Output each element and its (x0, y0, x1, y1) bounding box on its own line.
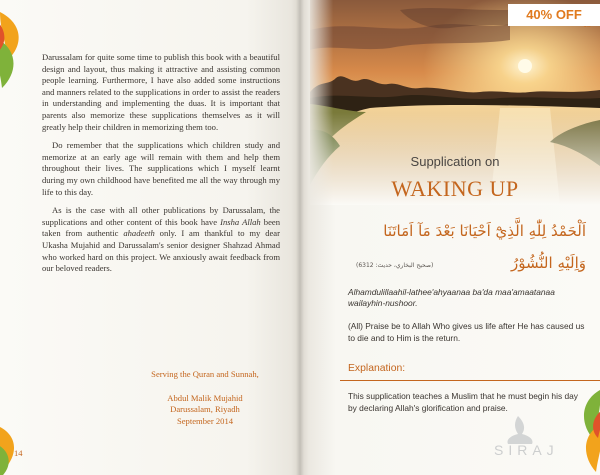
left-page-body (42, 52, 280, 282)
paragraph-2 (42, 140, 280, 198)
signoff-date: September 2014 (176, 415, 234, 426)
paragraph-text: As is the case with all other publications by Darussalam, the supplications and other content of this book have (42, 205, 280, 227)
arabic-hadith-reference: (صحيح البخاري، حديث: 6312) (356, 262, 434, 269)
right-page (300, 0, 600, 475)
italic-term: ahadeeth (123, 228, 155, 239)
arabic-supplication-line-2: وَاِلَيْهِ النُّشُوْرُ (511, 254, 586, 272)
leaf-decoration-icon (0, 8, 34, 98)
author-signoff (130, 369, 280, 427)
book-gutter (296, 0, 304, 475)
supplication-title: WAKING UP (391, 176, 519, 201)
leaf-decoration-icon (562, 380, 600, 475)
sunrise-lake-photo (310, 0, 600, 205)
english-translation: (All) Praise be to Allah Who gives us life after He has caused us to die and to Him is the return. (348, 321, 585, 343)
explanation-heading: Explanation: (348, 363, 406, 374)
arabic-supplication-line-1: اَلْحَمْدُ لِلّٰهِ الَّذِيْٓ اَحْيَانَا بَعْدَ مَآ اَمَاتَنَا (383, 222, 586, 240)
paragraph-1 (42, 52, 280, 133)
signoff-motto: Serving the Quran and Sunnah, (151, 369, 259, 379)
watermark-text: SIRAJ (494, 442, 559, 458)
paragraph-text: Do remember that the supplications which children study and memorize at an early age will remain with them and help them throughout their lives. The supplications which I myself learnt during my own childhood have benefited me all the way through my life to this day. (42, 140, 280, 197)
paragraph-text: Darussalam for quite some time to publish this book with a beautiful design and layout, thus making it attractive and assisting common people learning. Furthermore, I have also added some instructions and manners related to the supplications in order to assist the readers in understanding and implementing the duas. It is important that parents also memorize these supplications themselves as it will greatly help their children in memorizing them too. (42, 52, 280, 132)
explanation-divider (340, 380, 600, 381)
discount-badge: 40% OFF (508, 4, 600, 26)
leaf-decoration-icon (0, 418, 30, 475)
page-number-left: 14 (14, 448, 23, 458)
paragraph-text: been taken from authentic (42, 216, 281, 239)
paragraph-3 (42, 205, 280, 275)
paragraph-text: only. I am thankful to my dear Ukasha Mujahid and Darussalam's senior designer Shahzad Ahmad who worked hard on this project. We anxiously await feedback from our beloved readers. (42, 228, 280, 274)
supplication-title-prefix: Supplication on (410, 154, 500, 169)
signoff-name: Abdul Malik Mujahid (167, 392, 243, 403)
italic-term: Insha Allah (220, 216, 261, 227)
signoff-place: Darussalam, Riyadh (170, 404, 240, 414)
explanation-text: This supplication teaches a Muslim that he must begin his day by declaring Allah's glorification and praise. (348, 391, 578, 413)
transliteration: Alhamdulillaahil-lathee'ahyaanaa ba'da maa'amaatanaa wailayhin-nushoor. (348, 287, 555, 309)
